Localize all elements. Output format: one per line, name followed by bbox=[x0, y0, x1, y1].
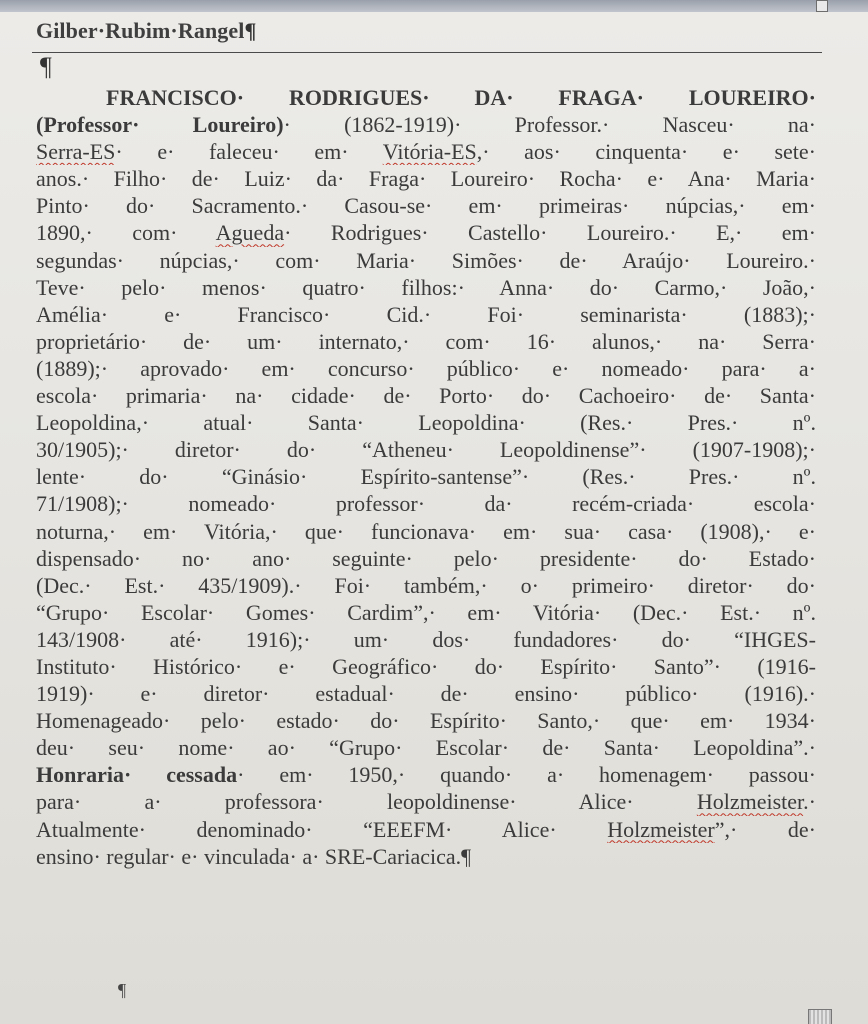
paragraph-line: (1889);· aprovado· em· concurso· público· e· nomeado· para· a· bbox=[36, 355, 816, 381]
paragraph-line: escola· primaria· na· cidade· de· Porto· do· Cachoeiro· de· Santa· bbox=[36, 383, 816, 409]
page-header bbox=[36, 18, 256, 44]
header-pilcrow-icon: ¶ bbox=[244, 18, 257, 43]
paragraph-line: Leopoldina,· atual· Santa· Leopoldina· (Res.· Pres.· nº. bbox=[36, 410, 816, 436]
paragraph-line: 71/1908);· nomeado· professor· da· recém-criada· escola· bbox=[36, 491, 816, 517]
paragraph-line: Instituto· Histórico· e· Geográfico· do· Espírito· Santo”· (1916- bbox=[36, 653, 816, 679]
trailing-paragraph-mark: ¶ bbox=[118, 980, 127, 1000]
document-page[interactable] bbox=[0, 12, 868, 1024]
paragraph-line: 30/1905);· diretor· do· “Atheneu· Leopoldinense”· (1907-1908);· bbox=[36, 437, 816, 463]
header-divider bbox=[32, 52, 822, 53]
paragraph-line: “Grupo· Escolar· Gomes· Cardim”,· em· Vitória· (Dec.· Est.· nº. bbox=[36, 599, 816, 625]
paragraph-line: Teve· pelo· menos· quatro· filhos:· Anna· do· Carmo,· João,· bbox=[36, 274, 816, 300]
paragraph-line: anos.· Filho· de· Luiz· da· Fraga· Loureiro· Rocha· e· Ana· Maria· bbox=[36, 166, 816, 192]
biography-paragraph[interactable] bbox=[36, 84, 816, 870]
paragraph-line: deu· seu· nome· ao· “Grupo· Escolar· de· Santa· Leopoldina”.· bbox=[36, 735, 816, 761]
empty-paragraph-mark: ¶ bbox=[40, 52, 52, 81]
paragraph-line: para· a· professora· leopoldinense· Alice· Holzmeister.· bbox=[36, 789, 816, 815]
paragraph-line: Serra-ES· e· faleceu· em· Vitória-ES,· aos· cinquenta· e· sete· bbox=[36, 139, 816, 165]
paragraph-line: dispensado· no· ano· seguinte· pelo· presidente· do· Estado· bbox=[36, 545, 816, 571]
paragraph-line: 1890,· com· Agueda· Rodrigues· Castello· Loureiro.· E,· em· bbox=[36, 220, 816, 246]
paragraph-line: lente· do· “Ginásio· Espírito-santense”· (Res.· Pres.· nº. bbox=[36, 464, 816, 490]
paragraph-line: Amélia· e· Francisco· Cid.· Foi· seminarista· (1883);· bbox=[36, 301, 816, 327]
paragraph-line: FRANCISCO· RODRIGUES· DA· FRAGA· LOUREIRO· bbox=[106, 85, 816, 110]
paragraph-line: Homenageado· pelo· estado· do· Espírito· Santo,· que· em· 1934· bbox=[36, 708, 816, 734]
paragraph-line: ensino· regular· e· vinculada· a· SRE-Cariacica.¶ bbox=[36, 843, 472, 869]
paragraph-line: 143/1908· até· 1916);· um· dos· fundadores· do· “IHGES- bbox=[36, 626, 816, 652]
paragraph-line: (Professor· Loureiro)· (1862-1919)· Professor.· Nasceu· na· bbox=[36, 112, 816, 138]
page-view-icon[interactable] bbox=[808, 1009, 832, 1024]
header-author: Gilber·Rubim·Rangel bbox=[36, 18, 245, 43]
paragraph-line: 1919)· e· diretor· estadual· de· ensino· público· (1916).· bbox=[36, 681, 816, 707]
paragraph-line: Atualmente· denominado· “EEEFM· Alice· Holzmeister”,· de· bbox=[36, 816, 816, 842]
paragraph-line: segundas· núpcias,· com· Maria· Simões· de· Araújo· Loureiro.· bbox=[36, 247, 816, 273]
scroll-up-arrow-icon[interactable] bbox=[816, 0, 828, 12]
paragraph-line: noturna,· em· Vitória,· que· funcionava· em· sua· casa· (1908),· e· bbox=[36, 518, 816, 544]
paragraph-line: Pinto· do· Sacramento.· Casou-se· em· primeiras· núpcias,· em· bbox=[36, 193, 816, 219]
paragraph-line: (Dec.· Est.· 435/1909).· Foi· também,· o· primeiro· diretor· do· bbox=[36, 572, 816, 598]
paragraph-line: Honraria· cessada· em· 1950,· quando· a· homenagem· passou· bbox=[36, 762, 816, 788]
paragraph-line: proprietário· de· um· internato,· com· 16· alunos,· na· Serra· bbox=[36, 328, 816, 354]
